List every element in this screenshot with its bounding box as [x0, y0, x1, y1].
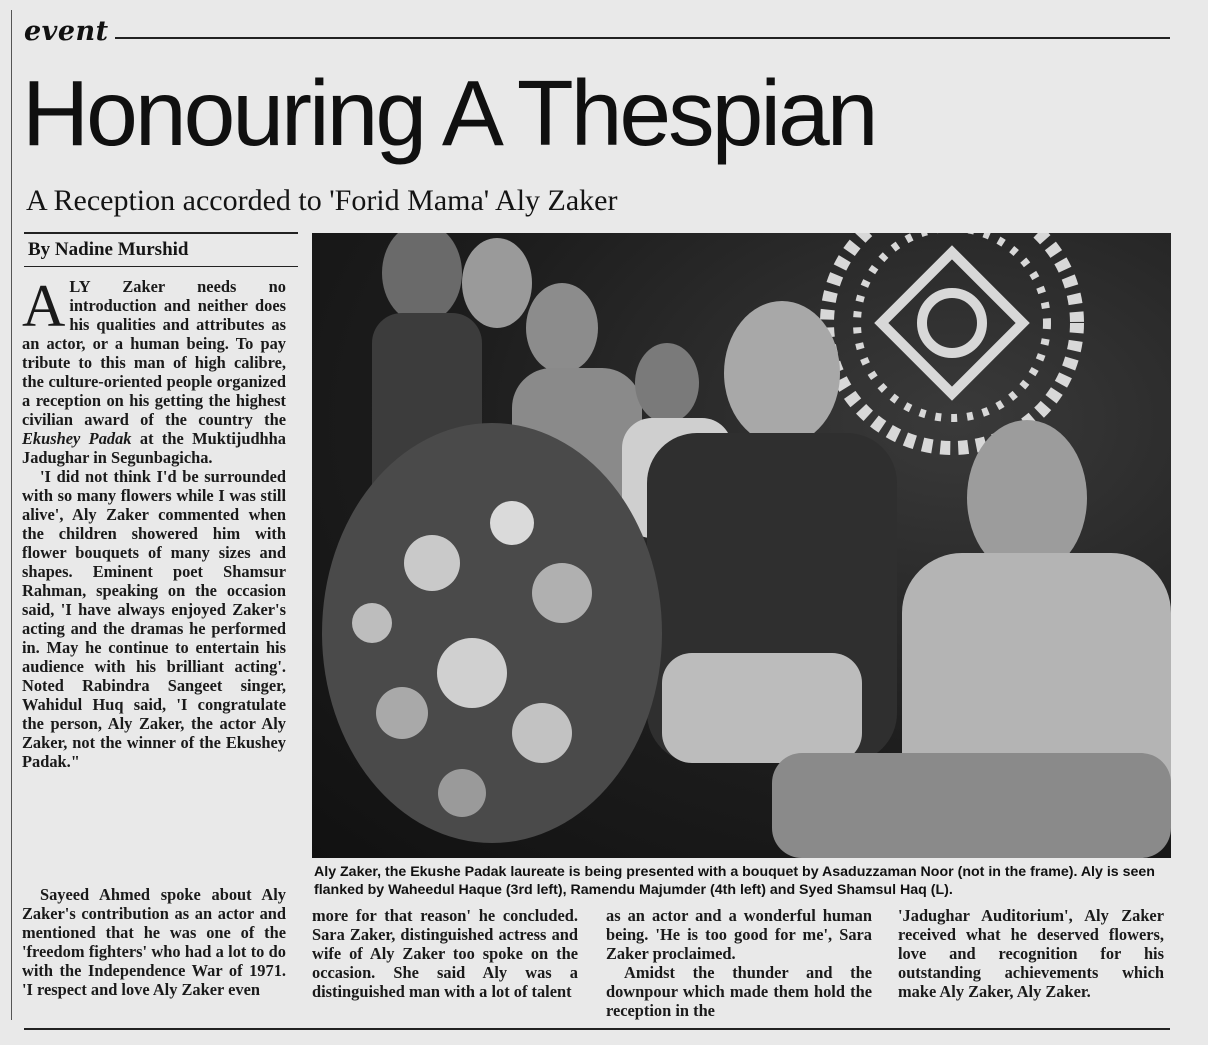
paragraph-1: [22, 273, 286, 467]
byline-rule-bottom: [24, 266, 298, 267]
event-photo: [312, 233, 1171, 858]
article-column-1: [22, 273, 286, 771]
paragraph-3: Sayeed Ahmed spoke about Aly Zaker's contribution as an actor and mentioned that he was one of the 'freedom fighters' who had a lot to do with the Independence War of 1971. 'I respect and love Aly Zaker even: [22, 885, 286, 999]
paragraph-col2: more for that reason' he concluded. Sara Zaker, distinguished actress and wife of Aly Zaker too spoke on the occasion. She said Aly was a distinguished man with a lot of talent: [312, 906, 578, 1001]
paragraph-1-text: LY Zaker needs no introduction and neither does his qualities and attributes as an actor, or a human being. To pay tribute to this man of high calibre, the culture-oriented people organized a reception on his getting the highest civilian award of the country the: [22, 277, 286, 429]
flower-bouquet: [322, 423, 662, 843]
award-name: Ekushey Padak: [22, 429, 132, 448]
paragraph-2: 'I did not think I'd be surrounded with so many flowers while I was still alive', Aly Zaker commented when the children showered him with flower bouquets of many sizes and shapes. Eminent poet Shamsur Rahman, speaking on the occasion said, 'I have always enjoyed Zaker's acting and the dramas he performed in. May he continue to entertain his audience with his brilliant acting'. Noted Rabindra Sangeet singer, Wahidul Huq said, 'I congratulate the person, Aly Zaker, the actor Aly Zaker, not the winner of the Ekushey Padak.": [22, 467, 286, 771]
paragraph-col3a: as an actor and a wonderful human being. 'He is too good for me', Sara Zaker proclaimed.: [606, 906, 872, 963]
byline: By Nadine Murshid: [28, 239, 189, 260]
subheadline: A Reception accorded to 'Forid Mama' Aly Zaker: [26, 184, 618, 217]
photo-illustration: [312, 233, 1171, 858]
paragraph-col3b: Amidst the thunder and the downpour which made them hold the reception in the: [606, 963, 872, 1020]
alpona-pattern: [827, 233, 1077, 448]
photo-caption: Aly Zaker, the Ekushe Padak laureate is being presented with a bouquet by Asaduzzaman Noor (not in the frame). Aly is seen flanked by Waheedul Haque (3rd left), Ramendu Majumder (4th left) and Syed Shamsul Haq (L).: [314, 864, 1155, 898]
dropcap: A: [22, 273, 66, 339]
byline-rule-top: [24, 232, 298, 234]
paragraph-col4: 'Jadughar Auditorium', Aly Zaker received what he deserved flowers, love and recognition for his outstanding achievements which make Aly Zaker, Aly Zaker.: [898, 906, 1164, 1001]
article-column-2: [312, 906, 578, 1001]
paragraph-1-end: at the Muktijudhha Jadughar in Segunbagicha.: [22, 429, 286, 467]
bottom-rule: [24, 1028, 1170, 1030]
section-kicker: event: [24, 16, 115, 48]
article-column-4: [898, 906, 1164, 1001]
article-column-1-bottom: [22, 885, 286, 999]
top-rule: [24, 37, 1170, 39]
headline: Honouring A Thespian: [22, 61, 876, 165]
article-column-3: [606, 906, 872, 1020]
left-margin-rule: [11, 10, 12, 1020]
